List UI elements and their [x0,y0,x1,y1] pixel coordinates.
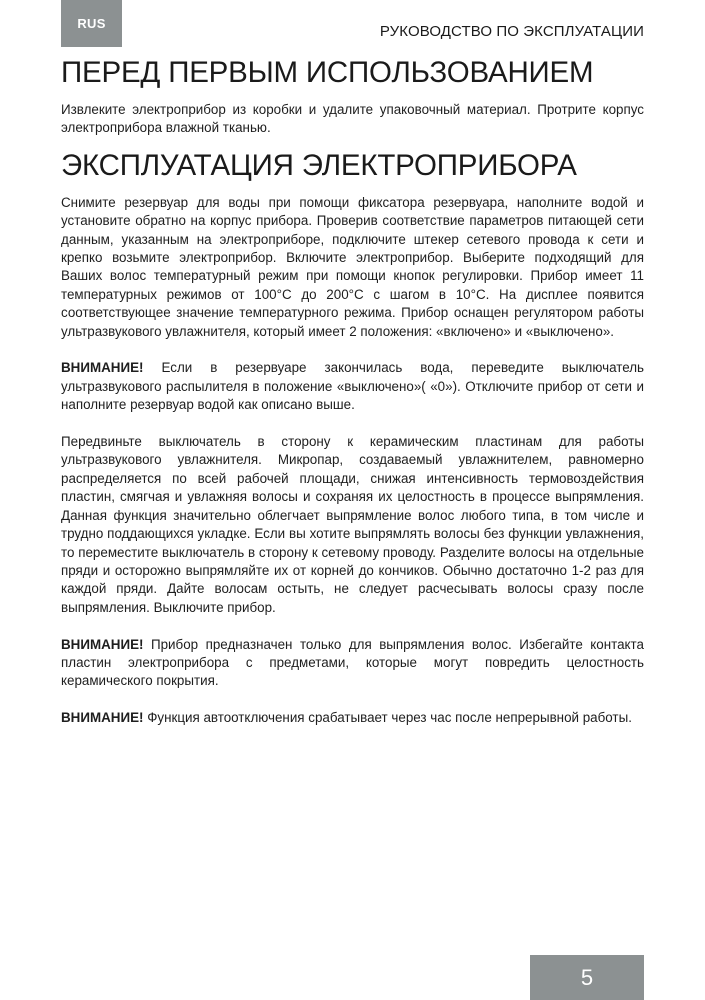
warning-text: Если в резервуаре закончилась вода, переведите выключатель ультразвукового распылителя в положение «выключено»( «0»). Отключите прибор от сети и наполните резервуар водой как описано выше. [61,360,644,413]
first-use-paragraph: Извлеките электроприбор из коробки и удалите упаковочный материал. Протрите корпус электроприбора влажной тканью. [61,102,644,136]
operation-paragraph: Снимите резервуар для воды при помощи фиксатора резервуара, наполните водой и установите обратно на корпус прибора. Проверив соответствие параметров питающей сети данным, указанным на электроприборе, подключите штекер сетевого провода к сети и крепко возьмите электроприбор. Включите электроприбор. Выберите подходящий для Ваших волос температурный режим при помощи кнопок регулировки. Прибор имеет 11 температурных режимов от 100°C до 200°C с шагом в 10°C. На дисплее появится соответствующее значение температурного режима. Прибор оснащен регулятором работы ультразвукового увлажнителя, который имеет 2 положения: «включено» и «выключено». [61,194,644,339]
warning-text: Функция автоотключения срабатывает через час после непрерывной работы. [143,710,632,726]
warning-label: ВНИМАНИЕ! [61,360,144,376]
warning-paragraph-water [61,359,644,414]
page-number: 5 [530,955,644,1000]
warning-label: ВНИМАНИЕ! [61,710,144,726]
warning-label: ВНИМАНИЕ! [61,636,144,652]
section-heading-first-use: ПЕРЕД ПЕРВЫМ ИСПОЛЬЗОВАНИЕМ [61,56,594,89]
page-content [61,54,644,728]
manual-title: РУКОВОДСТВО ПО ЭКСПЛУАТАЦИИ [379,23,644,40]
language-badge: RUS [61,0,122,47]
warning-text: Прибор предназначен только для выпрямления волос. Избегайте контакта пластин электроприбора с предметами, которые могут повредить целостность керамического покрытия. [61,636,644,689]
section-heading-operation: ЭКСПЛУАТАЦИЯ ЭЛЕКТРОПРИБОРА [61,148,577,182]
humidifier-paragraph: Передвиньте выключатель в сторону к керамическим пластинам для работы ультразвукового увлажнителя. Микропар, создаваемый увлажнителем, равномерно распределяется по всей рабочей площади, снижая интенсивность термовоздействия пластин, смягчая и увлажняя волосы и сохраняя их целостность в процессе выпрямления. Данная функция значительно облегчает выпрямление волос любого типа, в том числе и трудно поддающихся укладке. Если вы хотите выпрямлять волосы без функции увлажнения, то переместите выключатель в сторону к сетевому проводу. Разделите волосы на отдельные пряди и осторожно выпрямляйте их от корней до кончиков. Обычно достаточно 1-2 раз для каждой пряди. Дайте волосам остыть, не следует расчесывать волосы сразу после выпрямления. Выключите прибор. [61,434,644,615]
warning-paragraph-autooff [61,709,644,727]
warning-paragraph-usage [61,636,644,691]
